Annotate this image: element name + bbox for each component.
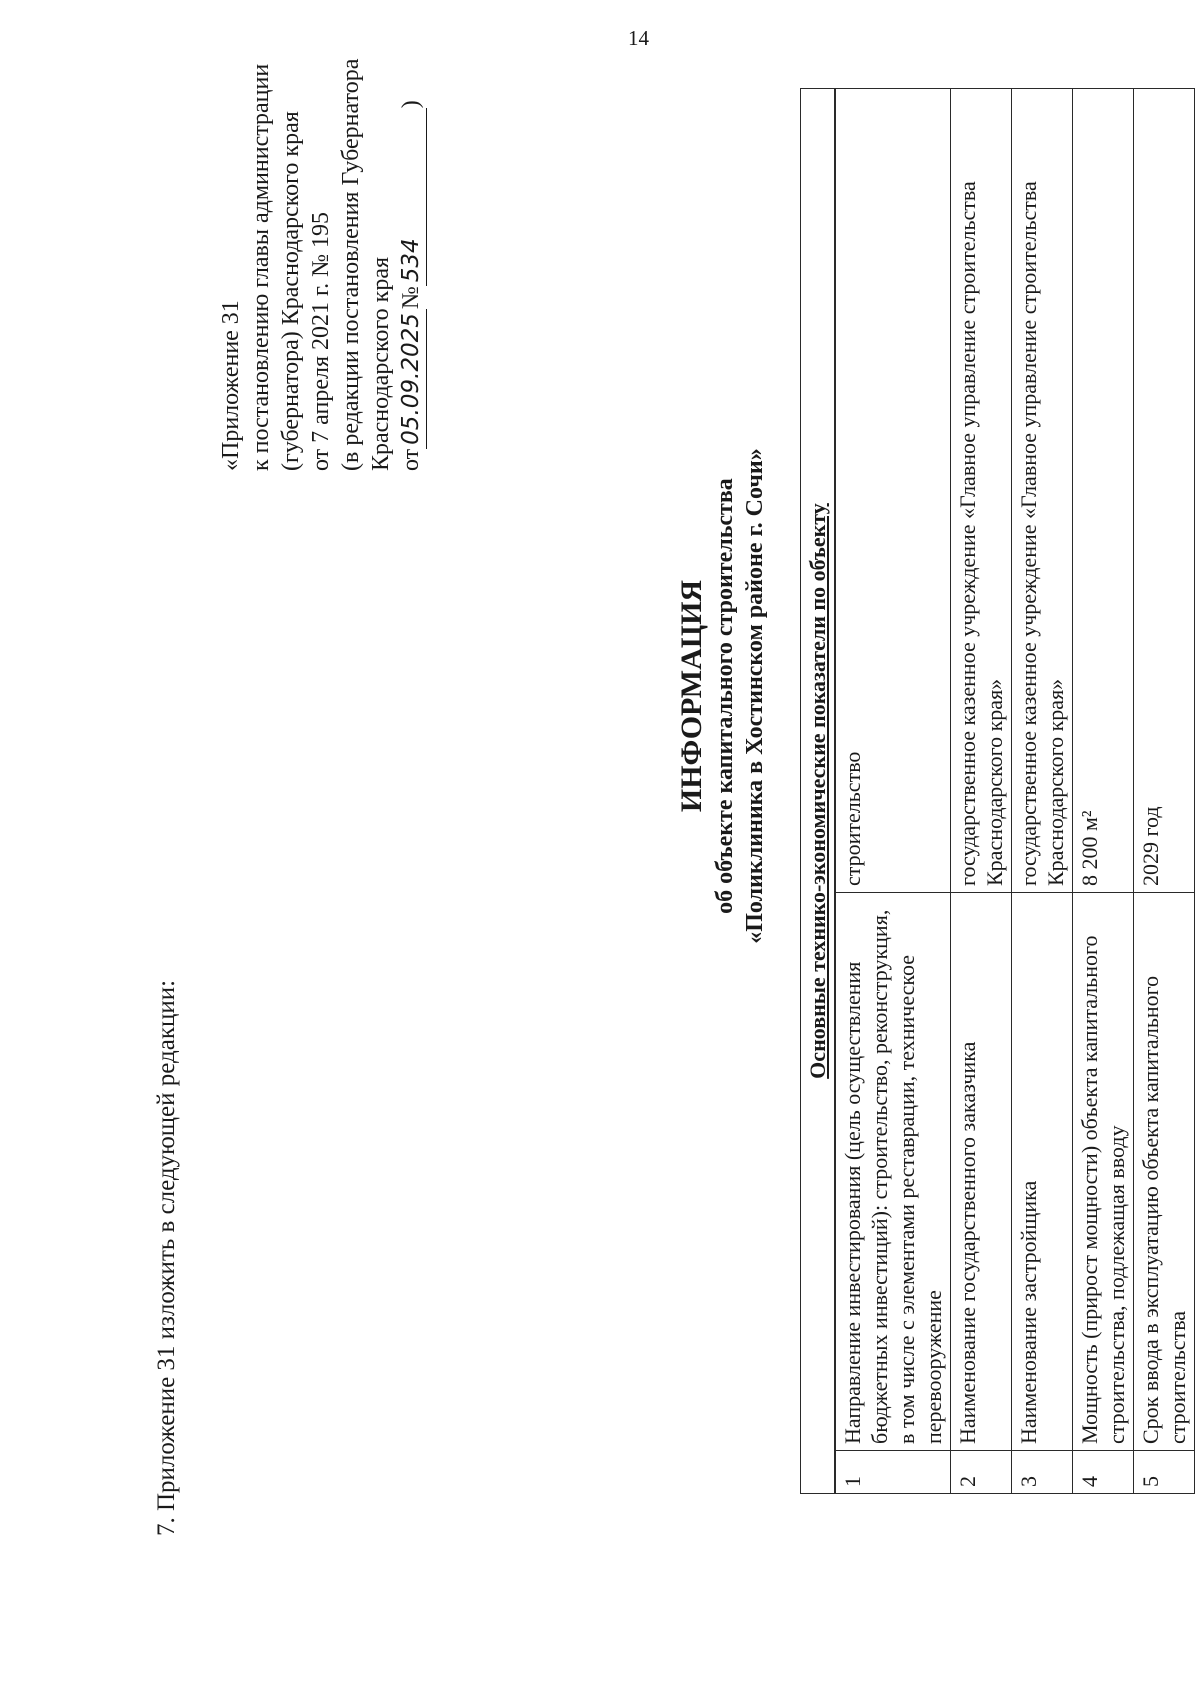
preface-close-paren: ) bbox=[398, 100, 424, 109]
handwritten-number: 534 bbox=[396, 108, 427, 286]
preface-line-6: Краснодарского края bbox=[368, 256, 394, 471]
table-row bbox=[1012, 89, 1073, 1494]
preface-line-4: от 7 апреля 2021 г. № 195 bbox=[308, 211, 334, 471]
row-number: 5 bbox=[1134, 1451, 1195, 1494]
page-number: 14 bbox=[628, 26, 649, 50]
row-number: 3 bbox=[1012, 1451, 1073, 1494]
row-value: 8 200 м² bbox=[1073, 89, 1134, 893]
preface-number-prefix: № bbox=[398, 286, 424, 310]
preface-line-5: (в редакции постановления Губернатора bbox=[338, 58, 364, 471]
preface-line-2: к постановлению главы администрации bbox=[248, 63, 274, 471]
table-header-row bbox=[801, 89, 835, 1494]
row-value: государственное казенное учреждение «Главное управление строительства Краснодарского края» bbox=[1012, 89, 1073, 893]
row-label: Срок ввода в эксплуатацию объекта капитального строительства bbox=[1134, 893, 1195, 1451]
preface-line-1: «Приложение 31 bbox=[218, 300, 244, 471]
row-value: государственное казенное учреждение «Главное управление строительства Краснодарского края» bbox=[951, 89, 1012, 893]
preface-line-7 bbox=[396, 59, 427, 471]
table-header: Основные технико-экономические показатели по объекту bbox=[801, 89, 835, 1494]
row-number: 1 bbox=[836, 1451, 951, 1494]
appendix-preface bbox=[216, 59, 427, 471]
indicators-table bbox=[800, 88, 1195, 1494]
document-heading bbox=[674, 216, 770, 1176]
row-value: 2029 год bbox=[1134, 89, 1195, 893]
row-value: строительство bbox=[836, 89, 951, 893]
heading-subtitle: об объекте капитального строительства bbox=[712, 478, 738, 914]
row-label: Наименование застройщика bbox=[1012, 893, 1073, 1451]
heading-object-name: «Поликлиника в Хостинском районе г. Сочи» bbox=[742, 448, 768, 944]
row-number: 2 bbox=[951, 1451, 1012, 1494]
handwritten-date: 05.09.2025 bbox=[396, 309, 427, 449]
table-row bbox=[1073, 89, 1134, 1494]
preface-line-3: (губернатора) Краснодарского края bbox=[278, 111, 304, 471]
table-row bbox=[1134, 89, 1195, 1494]
table-row bbox=[836, 89, 951, 1494]
row-number: 4 bbox=[1073, 1451, 1134, 1494]
row-label: Наименование государственного заказчика bbox=[951, 893, 1012, 1451]
row-label: Направление инвестирования (цель осуществления бюджетных инвестиций): строительство, реконструкция, в том числе с элементами реставрации, техническое перевооружение bbox=[836, 893, 951, 1451]
table-row bbox=[951, 89, 1012, 1494]
preface-from-prefix: от bbox=[398, 448, 424, 471]
heading-title: ИНФОРМАЦИЯ bbox=[675, 579, 708, 813]
intro-text: 7. Приложение 31 изложить в следующей редакции: bbox=[153, 979, 180, 1536]
row-label: Мощность (прирост мощности) объекта капитального строительства, подлежащая вводу bbox=[1073, 893, 1134, 1451]
